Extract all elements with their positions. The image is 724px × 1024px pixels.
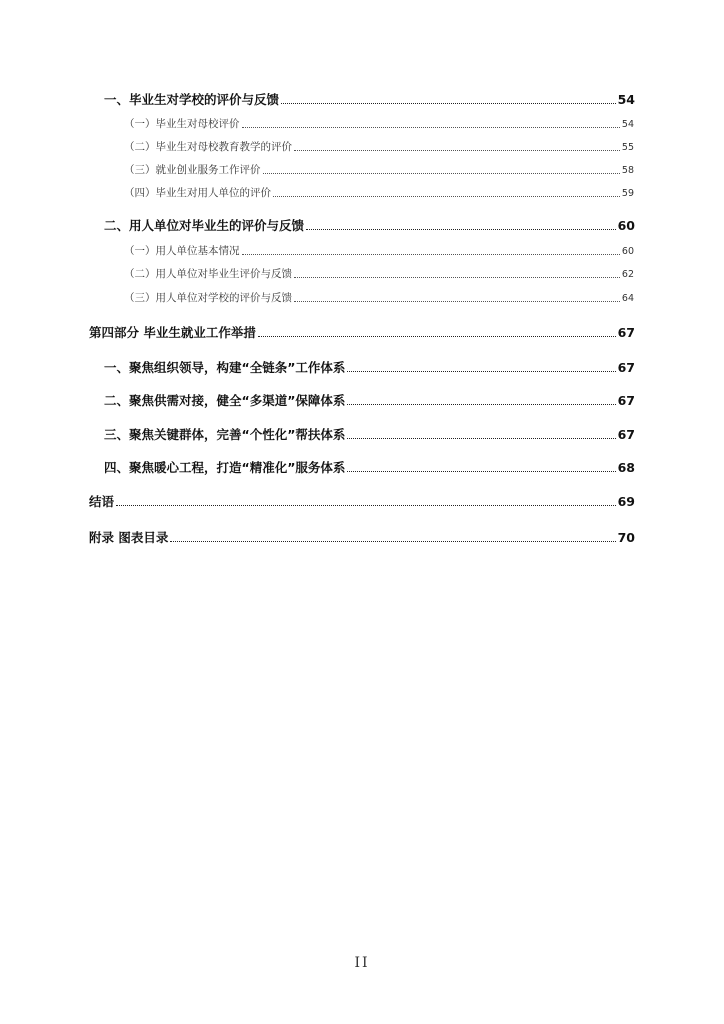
- toc-entry-title: （一）毕业生对母校评价: [124, 118, 240, 130]
- toc-entry-title: 二、用人单位对毕业生的评价与反馈: [104, 218, 305, 233]
- toc-entry[interactable]: [124, 290, 634, 305]
- toc-entry[interactable]: [89, 323, 635, 341]
- toc-entry-title: 结语: [89, 494, 115, 509]
- toc-entry-page: 67: [617, 325, 635, 340]
- toc-entry-title: （三）用人单位对学校的评价与反馈: [124, 292, 292, 304]
- toc-entry-page: 68: [617, 460, 635, 475]
- toc-entry-page: 54: [621, 119, 634, 130]
- toc-entry-page: 55: [621, 142, 634, 153]
- toc-entry-title: （一）用人单位基本情况: [124, 245, 240, 257]
- toc-entry-page: 62: [621, 269, 634, 280]
- page-number: II: [354, 955, 370, 971]
- toc-leader-dots: [294, 300, 620, 302]
- toc-leader-dots: [294, 276, 620, 278]
- toc-leader-dots: [242, 126, 620, 128]
- toc-entry-page: 54: [617, 92, 635, 107]
- toc-entry-page: 70: [617, 530, 635, 545]
- toc-entry-title: 三、聚焦关键群体，完善“个性化”帮扶体系: [104, 427, 346, 442]
- toc-entry-page: 67: [617, 393, 635, 408]
- toc-leader-dots: [347, 470, 615, 472]
- toc-entry[interactable]: [104, 216, 635, 234]
- toc-entry[interactable]: [124, 185, 634, 200]
- toc-entry-title: 二、聚焦供需对接，健全“多渠道”保障体系: [104, 393, 346, 408]
- toc-entry[interactable]: [104, 358, 635, 376]
- toc-entry-page: 64: [621, 293, 634, 304]
- toc-leader-dots: [263, 172, 620, 174]
- toc-entry-title: 第四部分 毕业生就业工作举措: [89, 325, 256, 340]
- toc-leader-dots: [170, 540, 615, 542]
- toc-entry-title: （二）毕业生对母校教育教学的评价: [124, 141, 292, 153]
- toc-entry-page: 60: [617, 218, 635, 233]
- toc-entry[interactable]: [124, 116, 634, 131]
- toc-entry[interactable]: [104, 425, 635, 443]
- toc-leader-dots: [258, 335, 616, 337]
- toc-entry[interactable]: [124, 243, 634, 258]
- toc-entry-page: 60: [621, 246, 634, 257]
- toc-entry-title: 一、聚焦组织领导，构建“全链条”工作体系: [104, 360, 346, 375]
- toc-leader-dots: [116, 504, 616, 506]
- toc-entry-page: 69: [617, 494, 635, 509]
- toc-entry[interactable]: [104, 458, 635, 476]
- toc-entry[interactable]: [124, 266, 634, 281]
- toc-leader-dots: [306, 228, 616, 230]
- toc-entry-page: 67: [617, 360, 635, 375]
- toc-leader-dots: [347, 437, 615, 439]
- toc-entry[interactable]: [89, 492, 635, 510]
- toc-entry[interactable]: [104, 391, 635, 409]
- toc-leader-dots: [273, 195, 620, 197]
- toc-entry-title: （二）用人单位对毕业生评价与反馈: [124, 268, 292, 280]
- toc-entry[interactable]: [104, 90, 635, 108]
- toc-leader-dots: [242, 253, 620, 255]
- toc-entry[interactable]: [124, 162, 634, 177]
- toc-entry-title: 一、毕业生对学校的评价与反馈: [104, 92, 280, 107]
- toc-entry-page: 67: [617, 427, 635, 442]
- toc-entry-page: 59: [621, 188, 634, 199]
- toc-entry[interactable]: [89, 528, 635, 546]
- toc-entry-page: 58: [621, 165, 634, 176]
- toc-entry-title: 四、聚焦暖心工程，打造“精准化”服务体系: [104, 460, 346, 475]
- toc-leader-dots: [347, 370, 615, 372]
- toc-entry-title: 附录 图表目录: [89, 530, 169, 545]
- toc-entry-title: （三）就业创业服务工作评价: [124, 164, 261, 176]
- toc-leader-dots: [294, 149, 620, 151]
- toc-entry-title: （四）毕业生对用人单位的评价: [124, 187, 271, 199]
- toc-leader-dots: [281, 102, 616, 104]
- toc-leader-dots: [347, 403, 615, 405]
- toc-entry[interactable]: [124, 139, 634, 154]
